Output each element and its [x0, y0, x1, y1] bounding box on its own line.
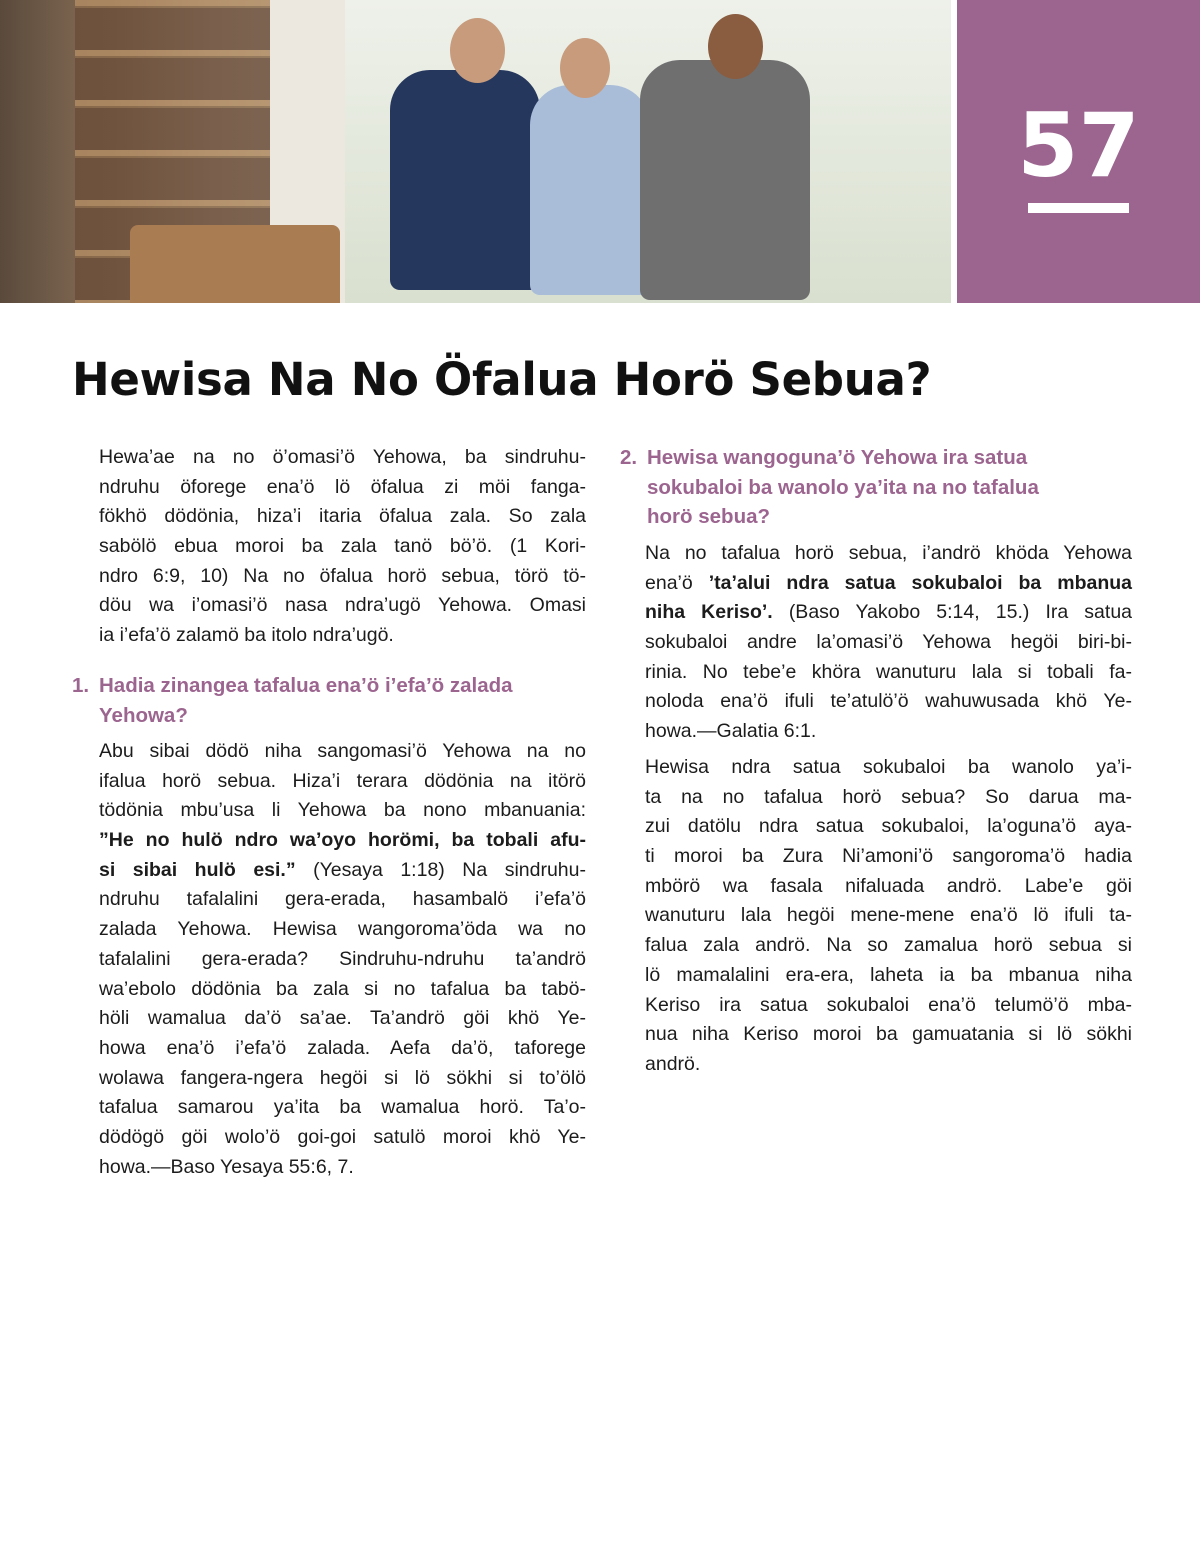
head-left: [450, 18, 505, 83]
text-line: [645, 598, 1132, 628]
question-line: Hadia zinangea tafalua ena’ö i’efa’ö zalada: [99, 674, 513, 697]
text-line: [645, 569, 1132, 599]
lesson-number-box: [957, 0, 1200, 303]
text-line: falua zala andrö. Na so zamalua horö sebua si: [645, 934, 1132, 957]
text-line: wa’ebolo dödönia ba zala si no tafalua ba tabö-: [99, 977, 586, 1000]
bold-text: ”He no hulö ndro wa’oyo horömi, ba tobali afu-: [99, 829, 586, 852]
person-left: [390, 70, 540, 290]
chair: [130, 225, 340, 303]
intro-paragraph: [99, 443, 586, 651]
text-line: döu wa i’omasi’ö nasa ndra’ugö Yehowa. Omasi: [99, 594, 586, 617]
head-center: [560, 38, 610, 98]
question-line: horö sebua?: [647, 505, 771, 529]
text-line: nua niha Keriso moroi ba gamuatania si lö sökhi: [645, 1023, 1132, 1046]
question-line: sokubaloi ba wanolo ya’ita na no tafalua: [647, 475, 1039, 499]
text-line: sabölö ebua moroi ba zala tanö bö’ö. (1 Kori-: [99, 535, 586, 558]
header-photo: [0, 0, 951, 303]
text-line: noloda ena’ö ifuli te’atulö’ö wahuwusada khö Ye-: [645, 690, 1132, 713]
text-line: lö mamalalini era-era, laheta ia ba mbanua niha: [645, 963, 1132, 986]
text-line: fökhö dödönia, hiza’i itaria öfalua zala. So zala: [99, 505, 586, 528]
text-line: rinia. No tebe’e khöra wanuturu lala si tobali fa-: [645, 660, 1132, 683]
question-1: [72, 671, 513, 730]
bold-text: ’ta’alui ndra satua sokubaloi ba mbanua: [708, 571, 1132, 594]
text-line: howa.—Galatia 6:1.: [645, 720, 817, 743]
section-2-paragraph-1: [645, 539, 1132, 747]
text-segment: (Baso Yakobo 5:14, 15.) Ira satua: [772, 601, 1133, 624]
text-line: howa ena’ö i’efa’ö zalada. Aefa da’ö, taforege: [99, 1036, 586, 1059]
text-line: ndruhu öforege ena’ö lö öfalua zi möi fanga-: [99, 475, 586, 498]
question-2: [620, 443, 1039, 532]
question-number: 2.: [620, 446, 638, 469]
text-line: Abu sibai dödö niha sangomasi’ö Yehowa na no: [99, 740, 586, 762]
text-line: dödögö göi wolo’ö goi-goi satulö moroi khö Ye-: [99, 1125, 586, 1148]
text-line: [99, 856, 586, 886]
text-line: ta na no tafalua horö sebua? So darua ma-: [645, 785, 1132, 808]
text-line: zui datölu ndra satua sokubaloi, la’oguna’ö aya-: [645, 815, 1132, 838]
lesson-number-underline: [1028, 203, 1129, 213]
text-line: [99, 826, 586, 856]
text-segment: ena’ö: [645, 571, 709, 594]
text-line: ia i’efa’ö zalamö ba itolo ndra’ugö.: [99, 624, 394, 647]
section-1-paragraph: [99, 737, 586, 1182]
head-right: [708, 14, 763, 79]
text-line: howa.—Baso Yesaya 55:6, 7.: [99, 1155, 354, 1178]
lesson-number: 57: [1017, 94, 1140, 197]
text-line: ifalua horö sebua. Hiza’i terara dödönia na itörö: [99, 769, 586, 792]
text-line: Hewa’ae na no ö’omasi’ö Yehowa, ba sindruhu-: [99, 446, 586, 468]
text-line: zalada Yehowa. Hewisa wangoroma’öda wa no: [99, 918, 586, 941]
person-center: [530, 85, 650, 295]
text-line: sokubaloi andre la’omasi’ö Yehowa hegöi biri-bi-: [645, 631, 1132, 654]
text-line: Keriso ira satua sokubaloi ena’ö telumö’ö mba-: [645, 993, 1132, 1016]
question-number: 1.: [72, 674, 90, 697]
section-2-paragraph-2: [645, 753, 1132, 1080]
text-line: tafalalini gera-erada? Sindruhu-ndruhu ta’andrö: [99, 947, 586, 970]
text-segment: (Yesaya 1:18) Na sindruhu-: [295, 858, 586, 881]
text-line: wolawa fangera-ngera hegöi si lö sökhi si to’ölö: [99, 1066, 586, 1089]
text-line: andrö.: [645, 1052, 701, 1075]
text-line: Hewisa ndra satua sokubaloi ba wanolo ya’i-: [645, 756, 1132, 778]
question-line: Yehowa?: [99, 703, 188, 727]
question-line: Hewisa wangoguna’ö Yehowa ira satua: [647, 446, 1028, 469]
text-line: höli wamalua da’ö sa’ae. Ta’andrö göi khö Ye-: [99, 1007, 586, 1030]
bold-text: niha Keriso’.: [645, 601, 773, 624]
text-line: tafalua samarou ya’ita ba wamalua horö. Ta’o-: [99, 1096, 586, 1119]
person-right: [640, 60, 810, 300]
page-title: Hewisa Na No Öfalua Horö Sebua?: [72, 353, 932, 406]
text-line: ndro 6:9, 10) Na no öfalua horö sebua, törö tö-: [99, 564, 586, 587]
text-line: mbörö wa fasala nifaluada andrö. Labe’e göi: [645, 874, 1132, 897]
text-line: Na no tafalua horö sebua, i’andrö khöda Yehowa: [645, 542, 1132, 564]
text-line: ndruhu tafalalini gera-erada, hasambalö i’efa’ö: [99, 888, 586, 911]
text-line: wanuturu lala hegöi mene-mene ena’ö lö ifuli ta-: [645, 904, 1132, 927]
text-line: tödönia mbu’usa li Yehowa ba nono mbanuania:: [99, 799, 586, 822]
text-line: ti moroi ba Zura Ni’amoni’ö sangoroma’ö hadia: [645, 845, 1132, 868]
bold-text: si sibai hulö esi.”: [99, 858, 296, 881]
